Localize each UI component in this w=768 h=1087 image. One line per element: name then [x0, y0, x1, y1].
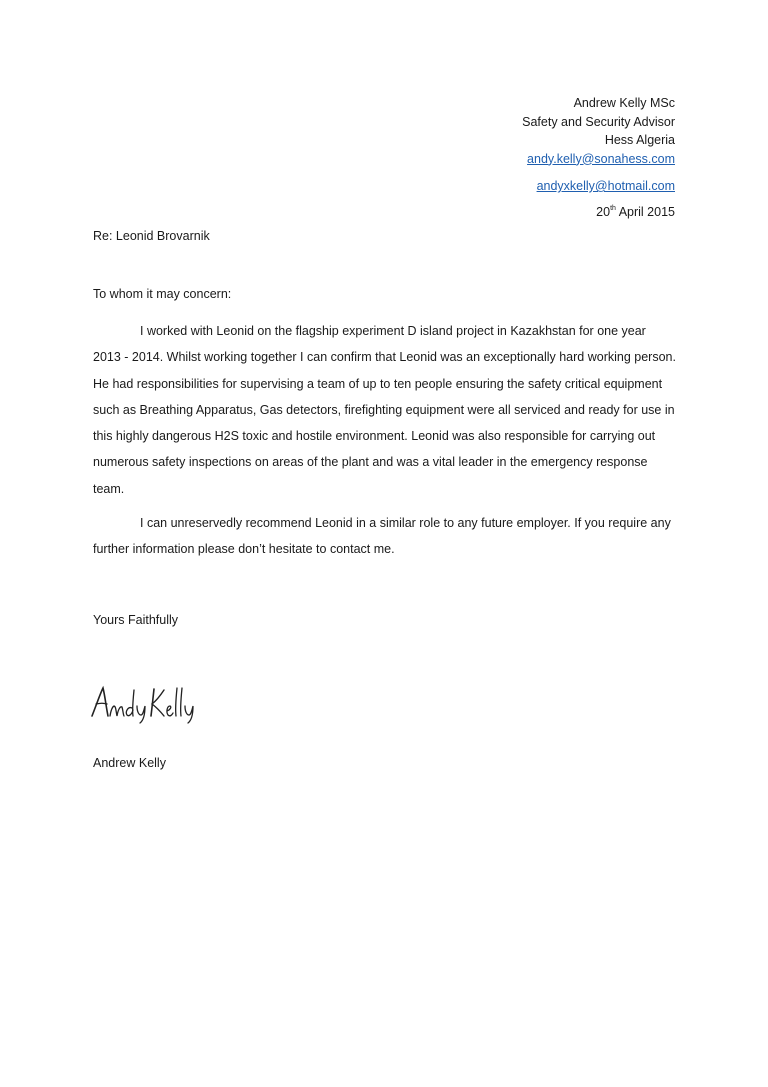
- sender-block: [522, 94, 675, 221]
- body-paragraph-1-text: I worked with Leonid on the flagship experiment D island project in Kazakhstan for one year 2013 - 2014. Whilst working together I can confirm that Leonid was an exceptionally hard working person. He had responsibilities for supervising a team of up to ten people ensuring the safety critical equipment such as Breathing Apparatus, Gas detectors, firefighting equipment were all serviced and ready for use in this highly dangerous H2S toxic and hostile environment. Leonid was also responsible for carrying out numerous safety inspections on areas of the plant and was a vital leader in the emergency response team.: [93, 324, 676, 496]
- body-paragraph-2-text: I can unreservedly recommend Leonid in a similar role to any future employer. If you require any further information please don’t hesitate to contact me.: [93, 516, 671, 557]
- body-paragraph-2: [93, 510, 676, 563]
- sender-name: Andrew Kelly MSc: [573, 96, 675, 110]
- date-month-year: April 2015: [615, 204, 675, 219]
- subject-line: Re: Leonid Brovarnik: [93, 229, 210, 243]
- sender-email-work-link[interactable]: andy.kelly@sonahess.com: [527, 151, 675, 166]
- sender-title: Safety and Security Advisor: [522, 114, 675, 129]
- closing: Yours Faithfully: [93, 613, 178, 627]
- handwritten-signature: [90, 684, 200, 724]
- salutation: To whom it may concern:: [93, 287, 232, 301]
- signatory-name: Andrew Kelly: [93, 756, 166, 770]
- body-paragraph-1: [93, 318, 676, 502]
- letter-date: [522, 203, 675, 222]
- date-suffix: th: [610, 204, 616, 212]
- date-day: 20: [596, 204, 611, 219]
- sender-company: Hess Algeria: [604, 133, 675, 147]
- sender-email-personal-link[interactable]: andyxkelly@hotmail.com: [536, 179, 675, 193]
